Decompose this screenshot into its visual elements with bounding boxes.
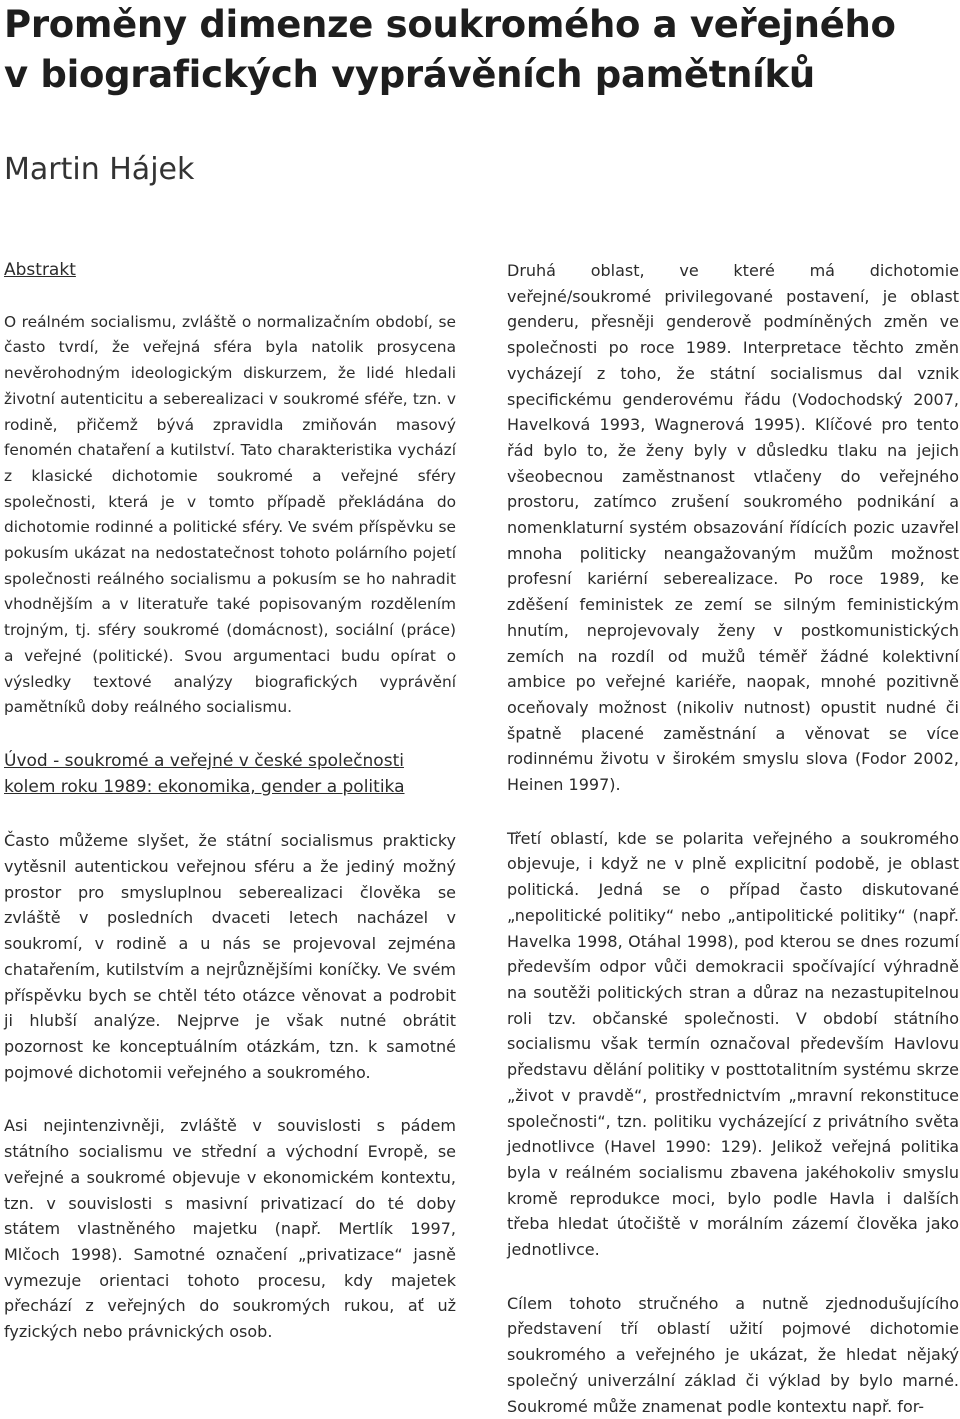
body-paragraph: Asi nejintenzivněji, zvláště v souvislosti s pádem státního socialismu ve střední a východní Evropě, se veřejné a soukromé objevuje v ekonomickém kontextu, tzn. v souvislosti s masivní privatizací do té doby státem vlastněného majetku (např. Mertlík 1997, Mlčoch 1998). Samotné označení „privatizace“ jasně vymezuje orientaci tohoto procesu, kdy majetek přechází z veřejných do soukromých rukou, ať už fyzických nebo právnických osob. bbox=[4, 1116, 456, 1342]
author-name: Martin Hájek bbox=[4, 152, 195, 187]
title-line-2: v biografických vyprávěních pamětníků bbox=[4, 53, 815, 96]
right-column bbox=[507, 258, 959, 1419]
title-line-1: Proměny dimenze soukromého a veřejného bbox=[4, 3, 896, 46]
body-paragraph: Třetí oblastí, kde se polarita veřejného a soukromého objevuje, i když ne v plně explicitní podobě, je oblast politická. Jedná se o případ často diskutované „nepolitické politiky“ nebo „antipolitické politiky“ (např. Havelka 1998, Otáhal 1998), pod kterou se dnes rozumí především odpor vůči demokracii spočívající výhradně na soutěži politických stran a důraz na nezastupitelnou roli tzv. občanské společnosti. V období státního socialismu však termín označoval především Havlovu představu dělání politiky v posttotalitním systému skrze „život v pravdě“, prostřednictvím „mravní rekonstituce společnosti“, tzn. politiku vycházející z privátního světa jednotlivce (Havel 1990: 129). Jelikož veřejná politika byla v reálném socialismu zbavena jakéhokoliv smyslu kromě reprodukce moci, bylo podle Havla i dalších třeba hledat útočiště v morálním zázemí člověka jako jednotlivce. bbox=[507, 828, 959, 1260]
section-heading: Úvod - soukromé a veřejné v české společnosti kolem roku 1989: ekonomika, gender a politika bbox=[4, 750, 405, 797]
body-paragraph: Druhá oblast, ve které má dichotomie veřejné/soukromé privilegované postavení, je oblast genderu, přesněji genderově podmíněných změn ve společnosti po roce 1989. Interpretace těchto změn vycházejí z toho, že státní socialismus dal vznik specifickému genderovému řádu (Vodochodský 2007, Havelková 1993, Wagnerová 1995). Klíčové pro tento řád bylo to, že ženy byly v důsledku tlaku na jejich všeobecnou zaměstnanost vtlačeny do veřejného prostoru, zatímco zrušení soukromého podnikání a nomenklaturní systém obsazování řídících pozic uzavřel mnoha politicky neangažovaným mužům možnost profesní kariérní seberealizace. Po roce 1989, ke zděšení feministek ze zemí se silným feministickým hnutím, neprojevovaly ženy v postkomunistických zemích na rozdíl od mužů téměř žádné kolektivní ambice po veřejné kariéře, naopak, mnohé pozitivně oceňovaly možnost (nikoliv nutnost) opustit nudné či špatně placené zaměstnání a věnovat se více rodinnému životu v širokém smyslu slova (Fodor 2002, Heinen 1997). bbox=[507, 261, 959, 795]
body-paragraph: Často můžeme slyšet, že státní socialismus prakticky vytěsnil autentickou veřejnou sféru a že jediný možný prostor pro smysluplnou seberealizaci člověka se zvláště v posledních dvaceti letech nacházel v soukromí, v rodině a u nás se projevoval zejména chatařením, kutilstvím a nejrůznějšími koníčky. Ve svém příspěvku bych se chtěl této otázce věnovat a podrobit ji hlubší analýze. Nejprve je však nutné obrátit pozornost ke konceptuálním otázkám, tzn. k samotné pojmové dichotomii veřejného a soukromého. bbox=[4, 831, 456, 1082]
left-column bbox=[4, 258, 456, 1345]
abstract-heading: Abstrakt bbox=[4, 260, 76, 280]
body-paragraph: Cílem tohoto stručného a nutně zjednodušujícího představení tří oblastí užití pojmové dichotomie soukromého a veřejného je ukázat, že hledat nějaký společný univerzální základ či výklad by bylo marné. Soukromé může znamenat podle kontextu např. for- bbox=[507, 1293, 959, 1416]
abstract-text: O reálném socialismu, zvláště o normalizačním období, se často tvrdí, že veřejná sféra byla natolik prosycena nevěrohodným ideologickým diskurzem, že lidé hledali životní autenticitu a seberealizaci v soukromé sféře, tzn. v rodině, přičemž bývá zpravidla zmiňován masový fenomén chataření a kutilství. Tato charakteristika vychází z klasické dichotomie soukromé a veřejné sféry společnosti, která je v tomto případě překládána do dichotomie rodinné a politické sféry. Ve svém příspěvku se pokusím ukázat na nedostatečnost tohoto polárního pojetí společnosti reálného socialismu a pokusím se ho nahradit vhodnějším a v literatuře také popisovaným rozdělením trojným, tj. sféry soukromé (domácnost), sociální (práce) a veřejné (politické). Svou argumentaci budu opírat o výsledky textové analýzy biografických vyprávění pamětníků doby reálného socialismu. bbox=[4, 312, 456, 717]
article-title bbox=[4, 0, 944, 100]
